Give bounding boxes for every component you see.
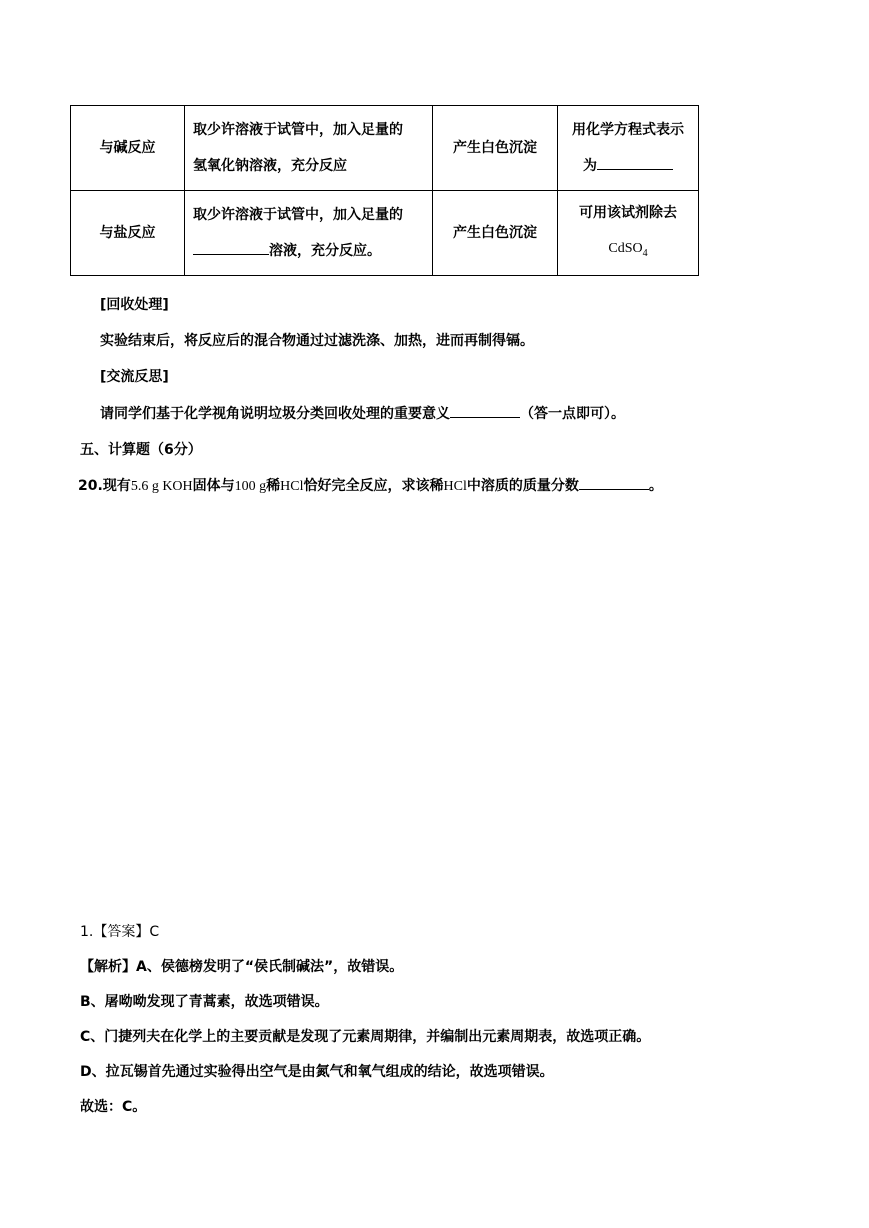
reaction-cell: 与碱反应	[71, 106, 185, 191]
conclusion-line: 可用该试剂除去	[579, 204, 677, 221]
operation-suffix: 溶液，充分反应。	[269, 243, 381, 259]
conclusion-prefix: 为	[583, 158, 597, 174]
answer-blank[interactable]	[450, 403, 520, 418]
answer-blank[interactable]	[193, 240, 269, 255]
recycle-heading: [回收处理]	[100, 297, 169, 313]
section-title: 五、计算题（6分）	[80, 442, 202, 458]
table-row	[71, 106, 699, 191]
analysis-line: D、拉瓦锡首先通过实验得出空气是由氮气和氧气组成的结论，故选项错误。	[80, 1064, 554, 1080]
answer-blank[interactable]	[579, 475, 649, 490]
operation-line	[193, 233, 432, 269]
operation-cell	[185, 106, 433, 191]
recycle-text: 实验结束后，将反应后的混合物通过过滤洗涤、加热，进而再制得镉。	[100, 333, 534, 349]
phenomenon-cell: 产生白色沉淀	[433, 191, 558, 276]
operation-line: 取少许溶液于试管中，加入足量的	[193, 122, 403, 138]
conclusion-line: 用化学方程式表示	[572, 122, 684, 138]
reflect-text: 请同学们基于化学视角说明垃圾分类回收处理的重要意义 （答一点即可）。	[100, 403, 625, 423]
chemical-formula: CdSO$_4$	[608, 240, 648, 259]
table-row	[71, 191, 699, 276]
question-20: 20.现有5.6 g KOH固体与100 g稀HCl恰好完全反应，求该稀HCl中溶质的质量分数 。	[78, 475, 663, 495]
conclusion-cell	[558, 191, 699, 276]
conclusion-line	[558, 148, 698, 184]
analysis-line: 【解析】A、侯德榜发明了“侯氏制碱法”，故错误。	[80, 959, 404, 975]
operation-line: 取少许溶液于试管中，加入足量的	[193, 207, 403, 223]
answer-line: 1.【答案】C	[80, 924, 160, 940]
reflect-heading: [交流反思]	[100, 369, 169, 385]
conclusion-cell	[558, 106, 699, 191]
reaction-cell: 与盐反应	[71, 191, 185, 276]
analysis-line: B、屠呦呦发现了青蒿素，故选项错误。	[80, 994, 329, 1010]
answer-blank[interactable]	[597, 155, 673, 170]
phenomenon-cell: 产生白色沉淀	[433, 106, 558, 191]
analysis-line: C、门捷列夫在化学上的主要贡献是发现了元素周期律，并编制出元素周期表，故选项正确。	[80, 1029, 651, 1045]
experiment-table	[70, 105, 699, 276]
operation-cell	[185, 191, 433, 276]
operation-line: 氢氧化钠溶液，充分反应	[193, 158, 347, 174]
analysis-line: 故选：C。	[80, 1099, 147, 1115]
